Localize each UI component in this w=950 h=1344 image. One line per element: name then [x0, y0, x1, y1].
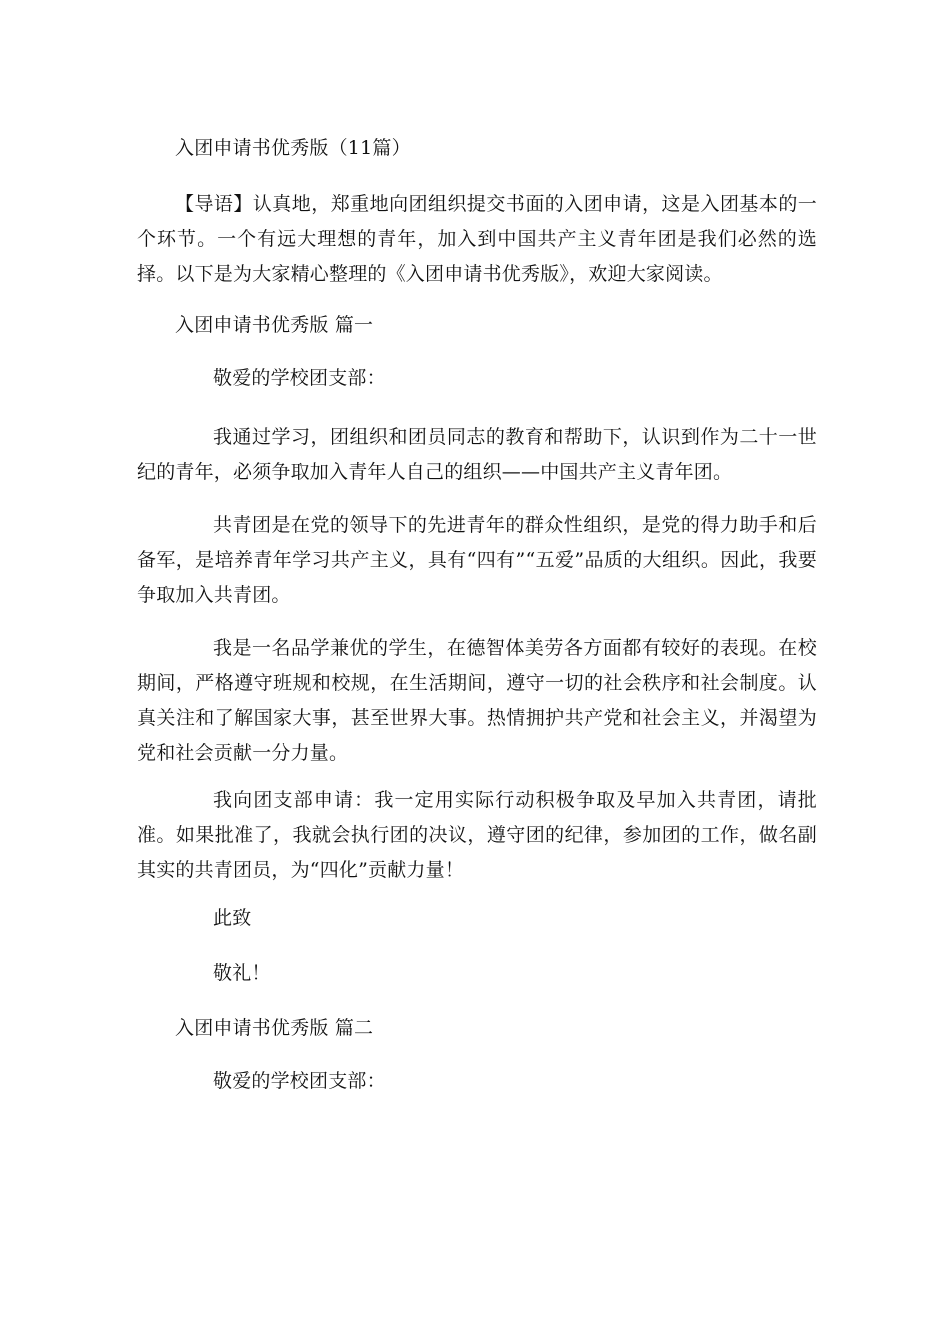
section1-closing-1: 此致: [213, 907, 252, 929]
section1-paragraph-3: 我是一名品学兼优的学生，在德智体美劳各方面都有较好的表现。在校期间，严格遵守班规和校规，在生活期间，遵守一切的社会秩序和社会制度。认真关注和了解国家大事，甚至世界大事。热情拥护共产党和社会主义，并渴望为党和社会贡献一分力量。: [137, 637, 817, 764]
intro-paragraph: 【导语】认真地，郑重地向团组织提交书面的入团申请，这是入团基本的一个环节。一个有远大理想的青年，加入到中国共产主义青年团是我们必然的选择。以下是为大家精心整理的《入团申请书优秀版》，欢迎大家阅读。: [137, 193, 817, 285]
section1-paragraph-4: 我向团支部申请：我一定用实际行动积极争取及早加入共青团，请批准。如果批准了，我就会执行团的决议，遵守团的纪律，参加团的工作，做名副其实的共青团员，为“四化”贡献力量！: [137, 789, 817, 881]
section1-paragraph-1: 我通过学习，团组织和团员同志的教育和帮助下，认识到作为二十一世纪的青年，必须争取加入青年人自己的组织——中国共产主义青年团。: [137, 426, 817, 483]
section1-paragraph-2: 共青团是在党的领导下的先进青年的群众性组织，是党的得力助手和后备军，是培养青年学习共产主义，具有“四有”“五爱”品质的大组织。因此，我要争取加入共青团。: [137, 514, 817, 606]
section1-heading: 入团申请书优秀版 篇一: [175, 314, 374, 336]
document-title: 入团申请书优秀版（11篇）: [175, 137, 411, 159]
section1-salutation: 敬爱的学校团支部：: [213, 367, 386, 389]
section2-heading: 入团申请书优秀版 篇二: [175, 1017, 374, 1039]
section1-closing-2: 敬礼！: [213, 962, 271, 984]
section2-salutation: 敬爱的学校团支部：: [213, 1070, 386, 1092]
